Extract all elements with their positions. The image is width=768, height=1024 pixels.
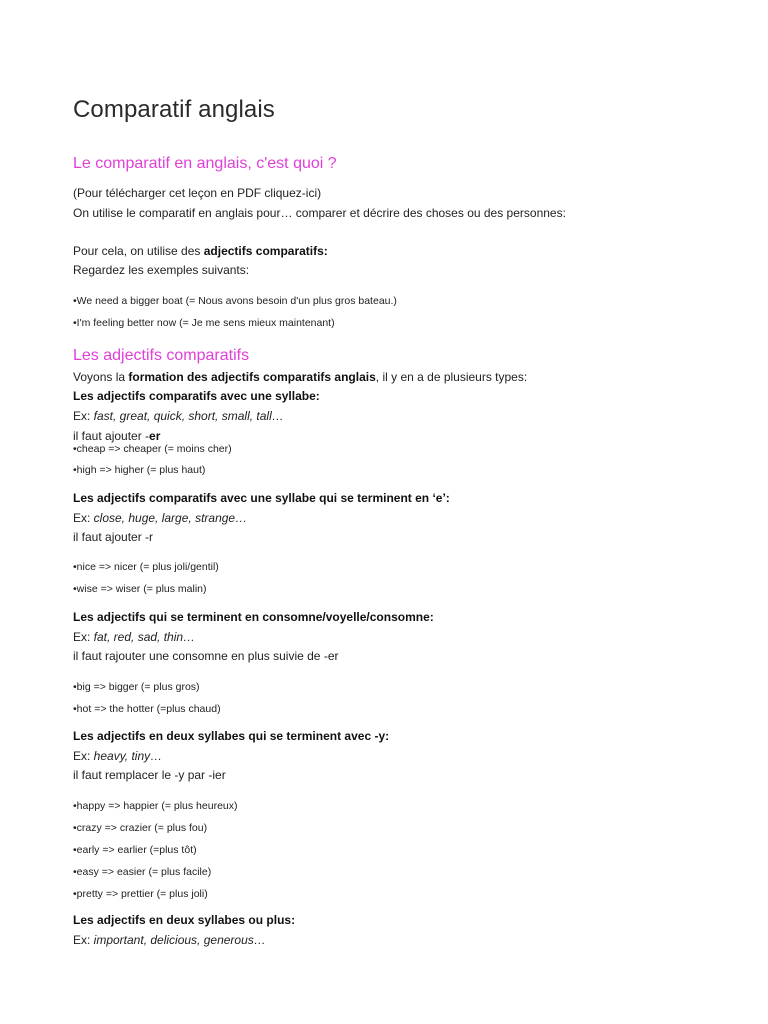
page-title: Comparatif anglais xyxy=(73,96,275,123)
group-4-bullet-1: •happy => happier (= plus heureux) xyxy=(73,800,238,812)
group-3-rule: il faut rajouter une consomne en plus suivie de -er xyxy=(73,649,339,663)
ex-prefix: Ex: xyxy=(73,511,94,525)
group-1-rule xyxy=(73,430,160,444)
examples-text: fast, great, quick, short, small, tall… xyxy=(93,409,284,423)
group-2-examples xyxy=(73,512,247,526)
usage-prefix: Pour cela, on utilise des xyxy=(73,244,204,258)
usage-bold: adjectifs comparatifs: xyxy=(203,244,328,258)
group-5-title: Les adjectifs en deux syllabes ou plus: xyxy=(73,913,296,927)
group-3-bullet-1: •big => bigger (= plus gros) xyxy=(73,681,200,693)
group-4-bullet-4: •easy => easier (= plus facile) xyxy=(73,866,212,878)
formation-lead xyxy=(73,371,527,385)
section-heading-comparatifs: Les adjectifs comparatifs xyxy=(73,347,250,364)
group-4-bullet-5: •pretty => prettier (= plus joli) xyxy=(73,888,208,900)
examples-intro-text: Regardez les exemples suivants: xyxy=(73,263,250,277)
group-4-examples xyxy=(73,750,162,764)
intro-bullet-2: •I'm feeling better now (= Je me sens mieux maintenant) xyxy=(73,317,335,329)
ex-prefix: Ex: xyxy=(73,749,94,763)
group-1-examples xyxy=(73,410,284,424)
rule-prefix: il faut ajouter - xyxy=(73,429,150,443)
group-2-rule: il faut ajouter -r xyxy=(73,530,154,544)
group-3-bullet-2: •hot => the hotter (=plus chaud) xyxy=(73,703,221,715)
lead-bold: formation des adjectifs comparatifs anglais xyxy=(128,370,376,384)
examples-text: fat, red, sad, thin… xyxy=(93,630,196,644)
group-5-examples xyxy=(73,934,266,948)
group-4-rule: il faut remplacer le -y par -ier xyxy=(73,768,226,782)
group-1-bullet-1: •cheap => cheaper (= moins cher) xyxy=(73,443,232,455)
group-1-title: Les adjectifs comparatifs avec une syllabe: xyxy=(73,389,320,403)
lead-suffix: , il y en a de plusieurs types: xyxy=(375,370,528,384)
rule-bold: er xyxy=(149,429,161,443)
examples-text: close, huge, large, strange… xyxy=(93,511,248,525)
examples-text: heavy, tiny… xyxy=(93,749,163,763)
usage-text xyxy=(73,245,328,259)
download-link[interactable]: (Pour télécharger cet leçon en PDF cliquez-ici) xyxy=(73,186,322,200)
group-1-bullet-2: •high => higher (= plus haut) xyxy=(73,464,206,476)
group-2-bullet-2: •wise => wiser (= plus malin) xyxy=(73,583,207,595)
group-2-bullet-1: •nice => nicer (= plus joli/gentil) xyxy=(73,561,219,573)
group-3-examples xyxy=(73,631,195,645)
lead-prefix: Voyons la xyxy=(73,370,129,384)
group-4-bullet-3: •early => earlier (=plus tôt) xyxy=(73,844,197,856)
examples-text: important, delicious, generous… xyxy=(93,933,266,947)
ex-prefix: Ex: xyxy=(73,630,94,644)
ex-prefix: Ex: xyxy=(73,933,94,947)
group-2-title: Les adjectifs comparatifs avec une syllabe qui se terminent en ‘e’: xyxy=(73,491,450,505)
group-4-bullet-2: •crazy => crazier (= plus fou) xyxy=(73,822,208,834)
section-heading-intro: Le comparatif en anglais, c'est quoi ? xyxy=(73,155,337,172)
intro-bullet-1: •We need a bigger boat (= Nous avons besoin d'un plus gros bateau.) xyxy=(73,295,397,307)
group-3-title: Les adjectifs qui se terminent en consomne/voyelle/consomne: xyxy=(73,610,434,624)
group-4-title: Les adjectifs en deux syllabes qui se terminent avec -y: xyxy=(73,729,390,743)
purpose-text: On utilise le comparatif en anglais pour… comparer et décrire des choses ou des personnes: xyxy=(73,206,566,220)
ex-prefix: Ex: xyxy=(73,409,94,423)
